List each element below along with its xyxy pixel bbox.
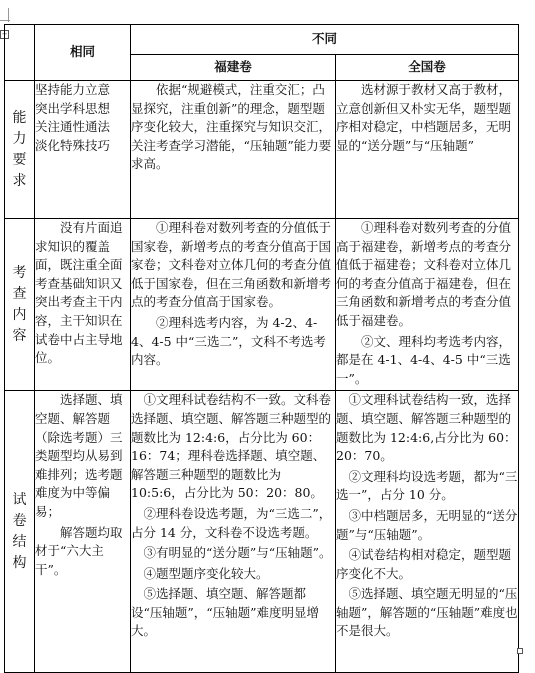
- structure-national-item-4: ④试卷结构相对稳定，题型题序变化不大。: [336, 547, 512, 581]
- structure-fujian-item-3: ③有明显的“送分题”与“压轴题”。: [143, 545, 332, 561]
- structure-national-cell: [336, 391, 519, 673]
- header-same: 相同: [35, 25, 131, 81]
- row-structure: [5, 391, 519, 673]
- ability-same-text: 坚持能力立意 突出学科思想 关注通性通法 淡化特殊技巧: [35, 82, 111, 153]
- structure-same-item-1: 选择题、填空题、解答题（除选考题）三类题型均从易到难排列；选考题难度为中等偏易；: [35, 392, 123, 519]
- content-fujian-item-1: ①理科卷对数列考查的分值低于国家卷，新增考点的考查分值高于国家卷；文科卷对立体几何的考查分值低于国家卷，但在三角函数和新增考点的考查分值高于国家卷。: [131, 220, 332, 310]
- structure-national-item-3: ③中档题居多，无明显的“送分题”与“压轴题”。: [336, 507, 518, 542]
- header-different: 不同: [131, 25, 519, 55]
- row-label-content: 考 查 内 容: [5, 219, 35, 391]
- row-ability: [5, 81, 519, 219]
- structure-same-cell: [35, 391, 131, 673]
- table-move-handle-icon[interactable]: +: [1, 30, 8, 38]
- content-national-cell: [336, 219, 519, 391]
- structure-fujian-cell: [131, 391, 336, 673]
- header-fujian: 福建卷: [131, 55, 336, 81]
- content-fujian-item-2: ②理科选考内容，为 4-2、4-4、4-5 中“三选二”，文科不考选考内容。: [131, 314, 326, 368]
- content-national-item-2: ②文、理科均考选考内容，都是在 4-1、4-4、4-5 中“三选一”。: [336, 333, 512, 386]
- header-national: 全国卷: [336, 55, 519, 81]
- row-content: [5, 219, 519, 391]
- crop-mark-horizontal: [0, 20, 10, 21]
- structure-same-item-2: 解答题均取材于“六大主干”。: [35, 524, 123, 577]
- structure-fujian-item-1: ①文理科试卷结构不一致。文科卷选择题、填空题、解答题三种题型的题数比为 12:4:6，占分比为 60：16：74；理科卷选择题、填空题、解答题三种题型的题数比为 10:5:6，占分比为 50：20：80。: [131, 392, 332, 501]
- structure-national-item-2: ②文理科均设选考题，都为“三选一”，占分 10 分。: [336, 468, 518, 503]
- content-fujian-cell: [131, 219, 336, 391]
- content-same-cell: [35, 219, 131, 391]
- structure-fujian-item-4: ④题型题序变化较大。: [143, 565, 269, 581]
- structure-national-item-5: ⑤选择题、填空题无明显的“压轴题”，解答题的“压轴题”难度也不是很大。: [336, 586, 518, 639]
- structure-national-item-1: ①文理科试卷结构一致，选择题、填空题、解答题三种题型的题数比为 12:4:6,占分比为 60：20：70。: [336, 392, 517, 464]
- comparison-table: [4, 24, 519, 673]
- table-resize-handle-icon[interactable]: [517, 648, 523, 654]
- structure-fujian-item-5: ⑤选择题、填空题、解答题都设“压轴题”，“压轴题”难度明显增大。: [131, 586, 320, 639]
- structure-fujian-item-2: ②理科卷设选考题，为“三选二”，占分 14 分，文科卷不设选考题。: [131, 505, 332, 540]
- header-row-top: [5, 25, 519, 55]
- row-label-structure: 试 卷 结 构: [5, 391, 35, 673]
- ability-national-cell: [336, 81, 519, 219]
- ability-fujian-text: 依据“规避模式，注重交汇；凸显探究，注重创新”的理念，题型题序变化较大，注重探究与知识交汇，关注考查学习潜能，“压轴题”能力要求高。: [131, 82, 332, 172]
- content-same-text: 没有片面追求知识的覆盖面，既注重全面考查基础知识又突出考查主干内容，主干知识在试卷中占主导地位。: [35, 220, 123, 366]
- ability-fujian-cell: [131, 81, 336, 219]
- row-label-ability: 能 力 要 求: [5, 81, 35, 219]
- content-national-item-1: ①理科卷对数列考查的分值高于福建卷，新增考点的考查分值低于福建卷；文科卷对立体几何的考查分值高于福建卷，但在三角函数和新增考点的考查分值低于福建卷。: [336, 220, 512, 328]
- corner-cell: [5, 25, 35, 81]
- ability-national-text: 选材源于教材又高于教材，立意创新但又朴实无华，题型题序相对稳定，中档题居多，无明显的“送分题”与“压轴题”: [336, 82, 512, 153]
- ability-same-cell: [35, 81, 131, 219]
